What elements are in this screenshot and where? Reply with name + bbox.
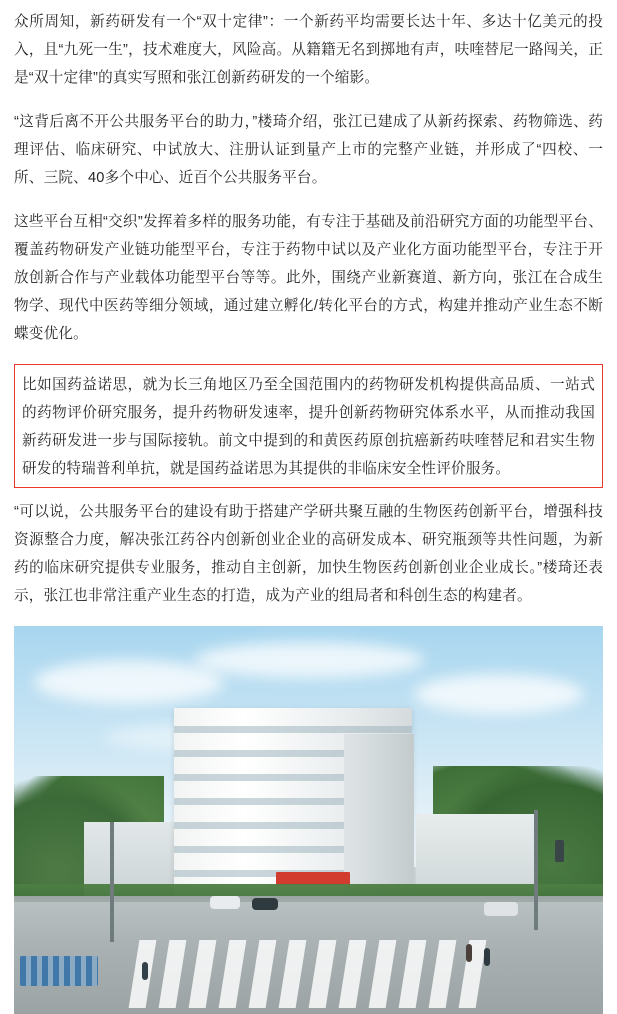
- paragraph-3: 这些平台互相“交织”发挥着多样的服务功能，有专注于基础及前沿研究方面的功能型平台、覆盖药物研发产业链功能型平台，专注于药物中试以及产业化方面功能型平台，专注于开放创新合作与产业载体功能型平台等等。此外，围绕产业新赛道、新方向，张江在合成生物学、现代中医药等细分领域，通过建立孵化/转化平台的方式，构建并推动产业生态不断蝶变优化。: [14, 214, 603, 342]
- cloud: [414, 674, 584, 714]
- pedestrian: [142, 962, 148, 980]
- car: [252, 898, 278, 910]
- shared-bicycles: [20, 956, 98, 986]
- paragraph-5: “可以说，公共服务平台的建设有助于搭建产学研共聚互融的生物医药创新平台，增强科技资源整合力度，解决张江药谷内创新创业企业的高研发成本、研究瓶颈等共性问题，为新药的临床研究提供专业服务，推动自主创新，加快生物医药创新创业企业成长。”楼琦还表示，张江也非常注重产业生态的打造，成为产业的组局者和科创生态的构建者。: [14, 504, 603, 604]
- highlighted-paragraph-box: [14, 364, 603, 488]
- paragraph-1: 众所周知，新药研发有一个“双十定律”：一个新药平均需要长达十年、多达十亿美元的投入，且“九死一生”，技术难度大，风险高。从籍籍无名到掷地有声，呋喹替尼一路闯关，正是“双十定律”的真实写照和张江创新药研发的一个缩影。: [14, 14, 603, 86]
- street-view-photo: [14, 626, 603, 1014]
- light-pole: [534, 810, 538, 930]
- pedestrian: [484, 948, 490, 966]
- car: [210, 896, 240, 909]
- car: [484, 902, 518, 916]
- pedestrian: [466, 944, 472, 962]
- paragraph-4: 比如国药益诺思，就为长三角地区乃至全国范围内的药物研发机构提供高品质、一站式的药物评价研究服务，提升药物研发速率，提升创新药物研究体系水平，从而推动我国新药研发进一步与国际接轨。前文中提到的和黄医药原创抗癌新药呋喹替尼和君实生物研发的特瑞普利单抗，就是国药益诺思为其提供的非临床安全性评价服务。: [22, 377, 595, 477]
- cloud: [34, 660, 224, 704]
- cloud: [194, 642, 424, 678]
- traffic-light: [555, 840, 564, 862]
- light-pole: [110, 822, 114, 942]
- office-building-wing: [344, 734, 414, 904]
- crosswalk: [134, 938, 494, 1008]
- paragraph-2: “这背后离不开公共服务平台的助力，”楼琦介绍，张江已建成了从新药探索、药物筛选、药理评估、临床研究、中试放大、注册认证到量产上市的完整产业链，并形成了“四校、一所、三院、40多个中心、近百个公共服务平台。: [14, 114, 603, 186]
